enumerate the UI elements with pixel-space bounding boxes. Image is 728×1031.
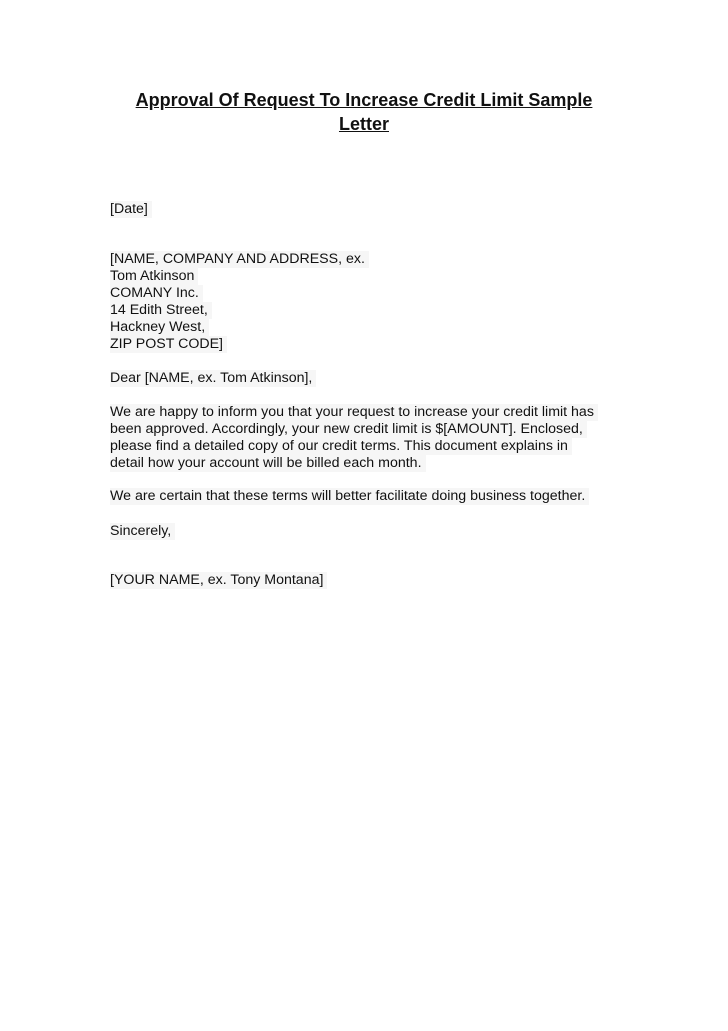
letter-title-line-1: Approval Of Request To Increase Credit Limit Sample xyxy=(135,90,593,110)
signature-placeholder: [YOUR NAME, ex. Tony Montana] xyxy=(110,572,327,589)
recipient-line: [NAME, COMPANY AND ADDRESS, ex. xyxy=(110,251,369,268)
paragraph-1-line: been approved. Accordingly, your new credit limit is $[AMOUNT]. Enclosed, xyxy=(110,421,587,438)
recipient-line: ZIP POST CODE] xyxy=(110,336,227,353)
closing: Sincerely, xyxy=(110,523,175,540)
paragraph-2: We are certain that these terms will better facilitate doing business together. xyxy=(110,488,589,505)
recipient-line: Hackney West, xyxy=(110,319,209,336)
recipient-line: Tom Atkinson xyxy=(110,268,198,285)
paragraph-1-line: detail how your account will be billed each month. xyxy=(110,455,426,472)
paragraph-1-line: We are happy to inform you that your request to increase your credit limit has xyxy=(110,404,598,421)
letter-title-line-2: Letter xyxy=(338,114,389,134)
recipient-line: 14 Edith Street, xyxy=(110,302,212,319)
salutation: Dear [NAME, ex. Tom Atkinson], xyxy=(110,370,316,387)
date-placeholder: [Date] xyxy=(110,201,152,218)
paragraph-1-line: please find a detailed copy of our credit terms. This document explains in xyxy=(110,438,572,455)
recipient-line: COMANY Inc. xyxy=(110,285,203,302)
